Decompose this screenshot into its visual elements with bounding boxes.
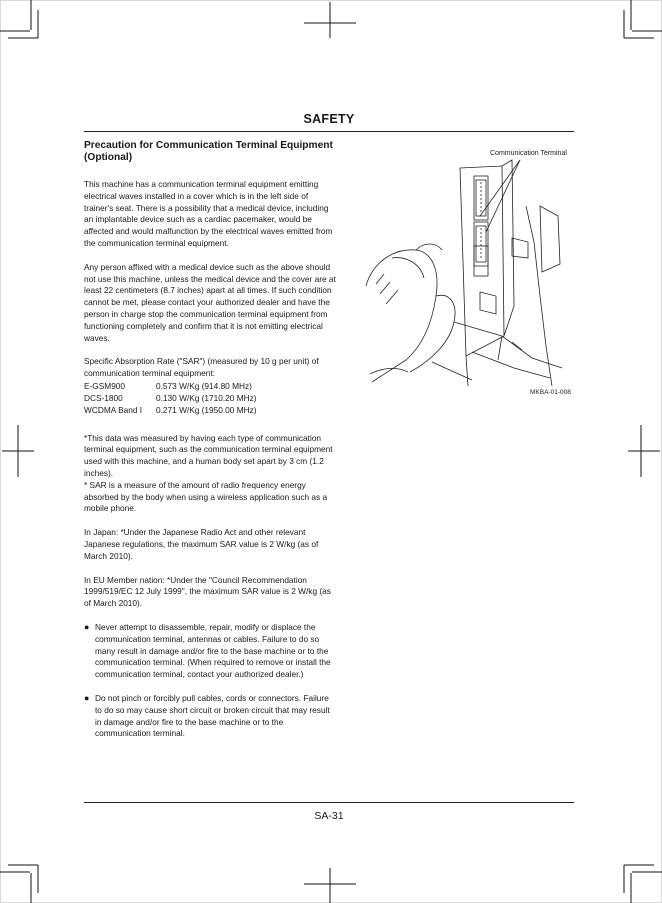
- main-text-column: [84, 140, 336, 752]
- sar-value: 0.573 W/Kg (914.80 MHz): [156, 380, 252, 391]
- paragraph-medical-device: Any person affixed with a medical device such as the above should not use this machine, unless the medical device and the cover are at least 22 centimeters (8.7 inches) apart at all times. If such condition cannot be met, please contact your authorized dealer and have the person in charge stop the communication terminal equipment from functioning completely and confirm that it is not emitting electrical waves.: [84, 261, 336, 343]
- cab-illustration: [362, 146, 574, 398]
- sar-band: WCDMA Band I: [84, 405, 143, 416]
- page-number: SA-31: [314, 810, 344, 822]
- list-item-text: Do not pinch or forcibly pull cables, cords or connectors. Failure to do so may cause short circuit or broken circuit that may result in damage and/or fire to the base machine or to the communication terminal.: [95, 692, 330, 739]
- warning-list: [84, 622, 336, 740]
- sar-value: 0.130 W/Kg (1710.20 MHz): [156, 393, 257, 404]
- paragraph-sar-intro: Specific Absorption Rate ("SAR") (measured by 10 g per unit) of communication terminal equipment:: [84, 356, 319, 379]
- page-header-title: SAFETY: [303, 112, 355, 126]
- sar-table: [84, 380, 257, 417]
- sar-row: [84, 404, 257, 416]
- section-heading: Precaution for Communication Terminal Equipment (Optional): [84, 140, 333, 163]
- figure-code: MKBA-01-008: [530, 389, 571, 396]
- sar-value: 0.271 W/Kg (1950.00 MHz): [156, 405, 257, 416]
- list-item-text: Never attempt to disassemble, repair, modify or displace the communication terminal, antennas or cables. Failure to do so many result in damage and/or fire to the base machine or to the communication terminal. (When required to remove or install the communication terminal, contact your authorized dealer.): [95, 621, 331, 680]
- list-item: [84, 693, 336, 740]
- cab-drawing: [362, 146, 574, 398]
- paragraph-intro: This machine has a communication terminal equipment emitting electrical waves installed in a cover which is in the left side of trainer's seat. There is a possibility that a medical device, including an implantable device such as a cardiac pacemaker, would be affected and would malfunction by the electrical waves emitted from the communication terminal equipment.: [84, 179, 333, 248]
- sar-row: [84, 392, 257, 404]
- bullet-icon: ●: [84, 621, 90, 632]
- paragraph-eu: In EU Member nation: *Under the "Council Recommendation 1999/519/EC 12 July 1999", the maximum SAR value is 2 W/kg (as of March 2010).: [84, 574, 331, 609]
- sar-band: E-GSM900: [84, 380, 126, 391]
- footer-rule: [84, 802, 574, 803]
- figure-callout-label: Communication Terminal: [490, 150, 567, 157]
- paragraph-japan: In Japan: *Under the Japanese Radio Act and other relevant Japanese regulations, the maximum SAR value is 2 W/kg (as of March 2010).: [84, 527, 319, 561]
- list-item: [84, 622, 336, 681]
- sar-row: [84, 380, 257, 392]
- paragraph-measurement-note: *This data was measured by having each type of communication terminal equipment, such as the communication terminal equipment used with this machine, and a human body set apart by 3 cm (1.2 inches).: [84, 432, 333, 478]
- paragraph-sar-definition: * SAR is a measure of the amount of radio frequency energy absorbed by the body when using a wireless application such as a mobile phone.: [84, 479, 328, 514]
- bullet-icon: ●: [84, 692, 90, 703]
- sar-band: DCS-1800: [84, 393, 123, 404]
- header-rule: [84, 131, 574, 132]
